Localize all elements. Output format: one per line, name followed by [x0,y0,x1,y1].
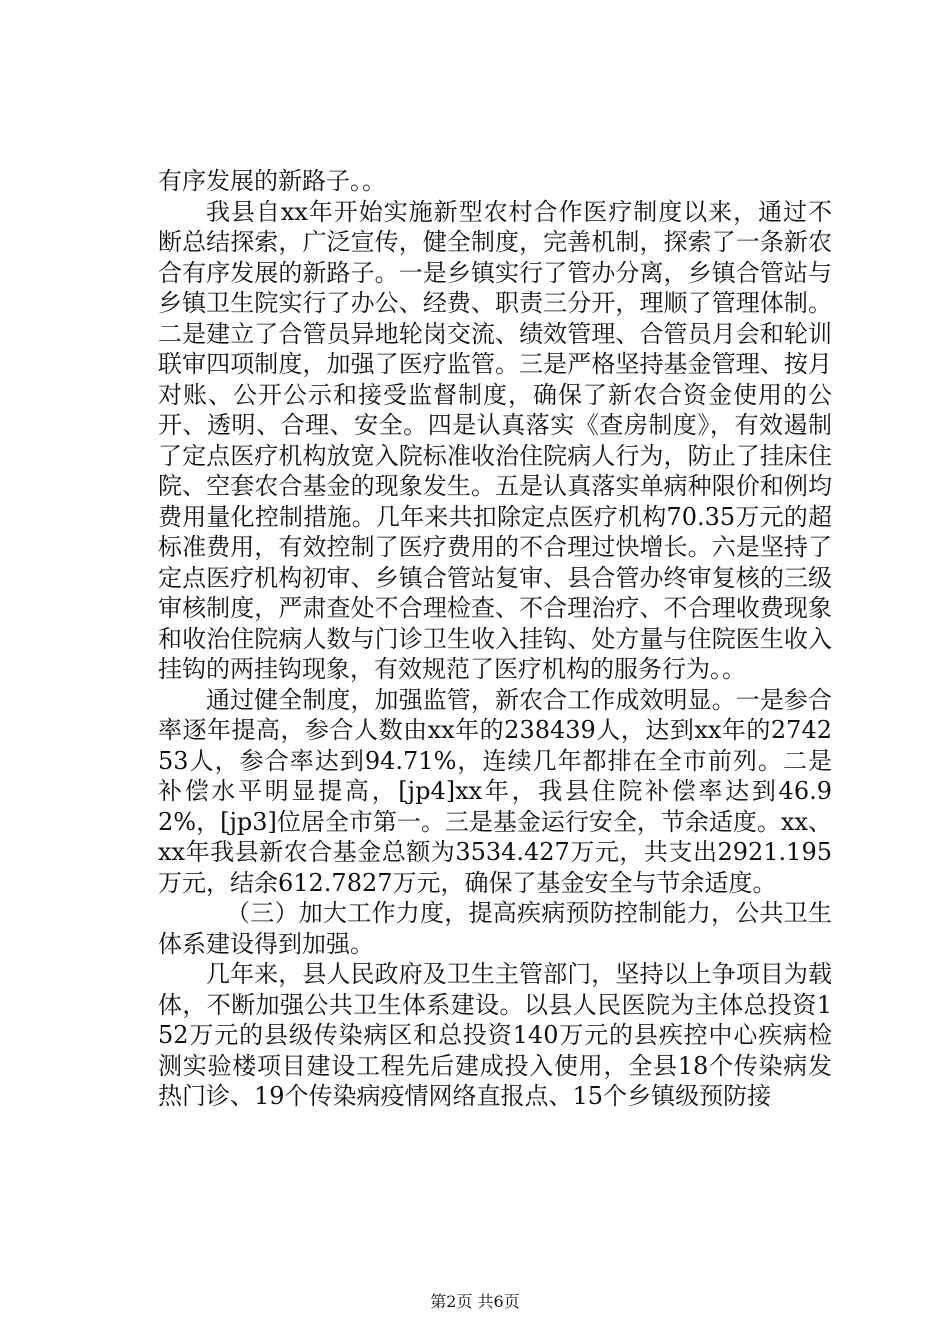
section-heading-public-health: （三）加大工作力度，提高疾病预防控制能力，公共卫生体系建设得到加强。 [158,899,832,958]
document-body [158,166,832,1112]
paragraph-cooperative-results: 通过健全制度，加强监管，新农合工作成效明显。一是参合率逐年提高，参合人数由xx年的238439人，达到xx年的274253人，参合率达到94.71%，连续几年都排在全市前列。二是补偿水平明显提高，[jp4]xx年，我县住院补偿率达到46.92%，[jp3]位居全市第一。三是基金运行安全，节余适度。xx、xx年我县新农合基金总额为3534.427万元，共支出2921.195万元，结余612.7827万元，确保了基金安全与节余适度。 [158,685,832,897]
paragraph-continuation: 有序发展的新路子。。 [158,167,386,195]
page-number-footer: 第2页 共6页 [430,1292,520,1311]
paragraph-public-health-system: 几年来，县人民政府及卫生主管部门，坚持以上争项目为载体，不断加强公共卫生体系建设。以县人民医院为主体总投资152万元的县级传染病区和总投资140万元的县疾控中心疾病检测实验楼项目建设工程先后建成投入使用，全县18个传染病发热门诊、19个传染病疫情网络直报点、15个乡镇级预防接 [158,960,832,1110]
paragraph-new-rural-cooperative-system: 我县自xx年开始实施新型农村合作医疗制度以来，通过不断总结探索，广泛宣传，健全制度，完善机制，探索了一条新农合有序发展的新路子。一是乡镇实行了管办分离，乡镇合管站与乡镇卫生院实行了办公、经费、职责三分开，理顺了管理体制。二是建立了合管员异地轮岗交流、绩效管理、合管员月会和轮训联审四项制度，加强了医疗监管。三是严格坚持基金管理、按月对账、公开公示和接受监督制度，确保了新农合资金使用的公开、透明、合理、安全。四是认真落实《查房制度》，有效遏制了定点医疗机构放宽入院标准收治住院病人行为，防止了挂床住院、空套农合基金的现象发生。五是认真落实单病种限价和例均费用量化控制措施。几年来共扣除定点医疗机构70.35万元的超标准费用，有效控制了医疗费用的不合理过快增长。六是坚持了定点医疗机构初审、乡镇合管站复审、县合管办终审复核的三级审核制度，严肃查处不合理检查、不合理治疗、不合理收费现象和收治住院病人数与门诊卫生收入挂钩、处方量与住院医生收入挂钩的两挂钩现象，有效规范了医疗机构的服务行为。。 [158,197,832,683]
